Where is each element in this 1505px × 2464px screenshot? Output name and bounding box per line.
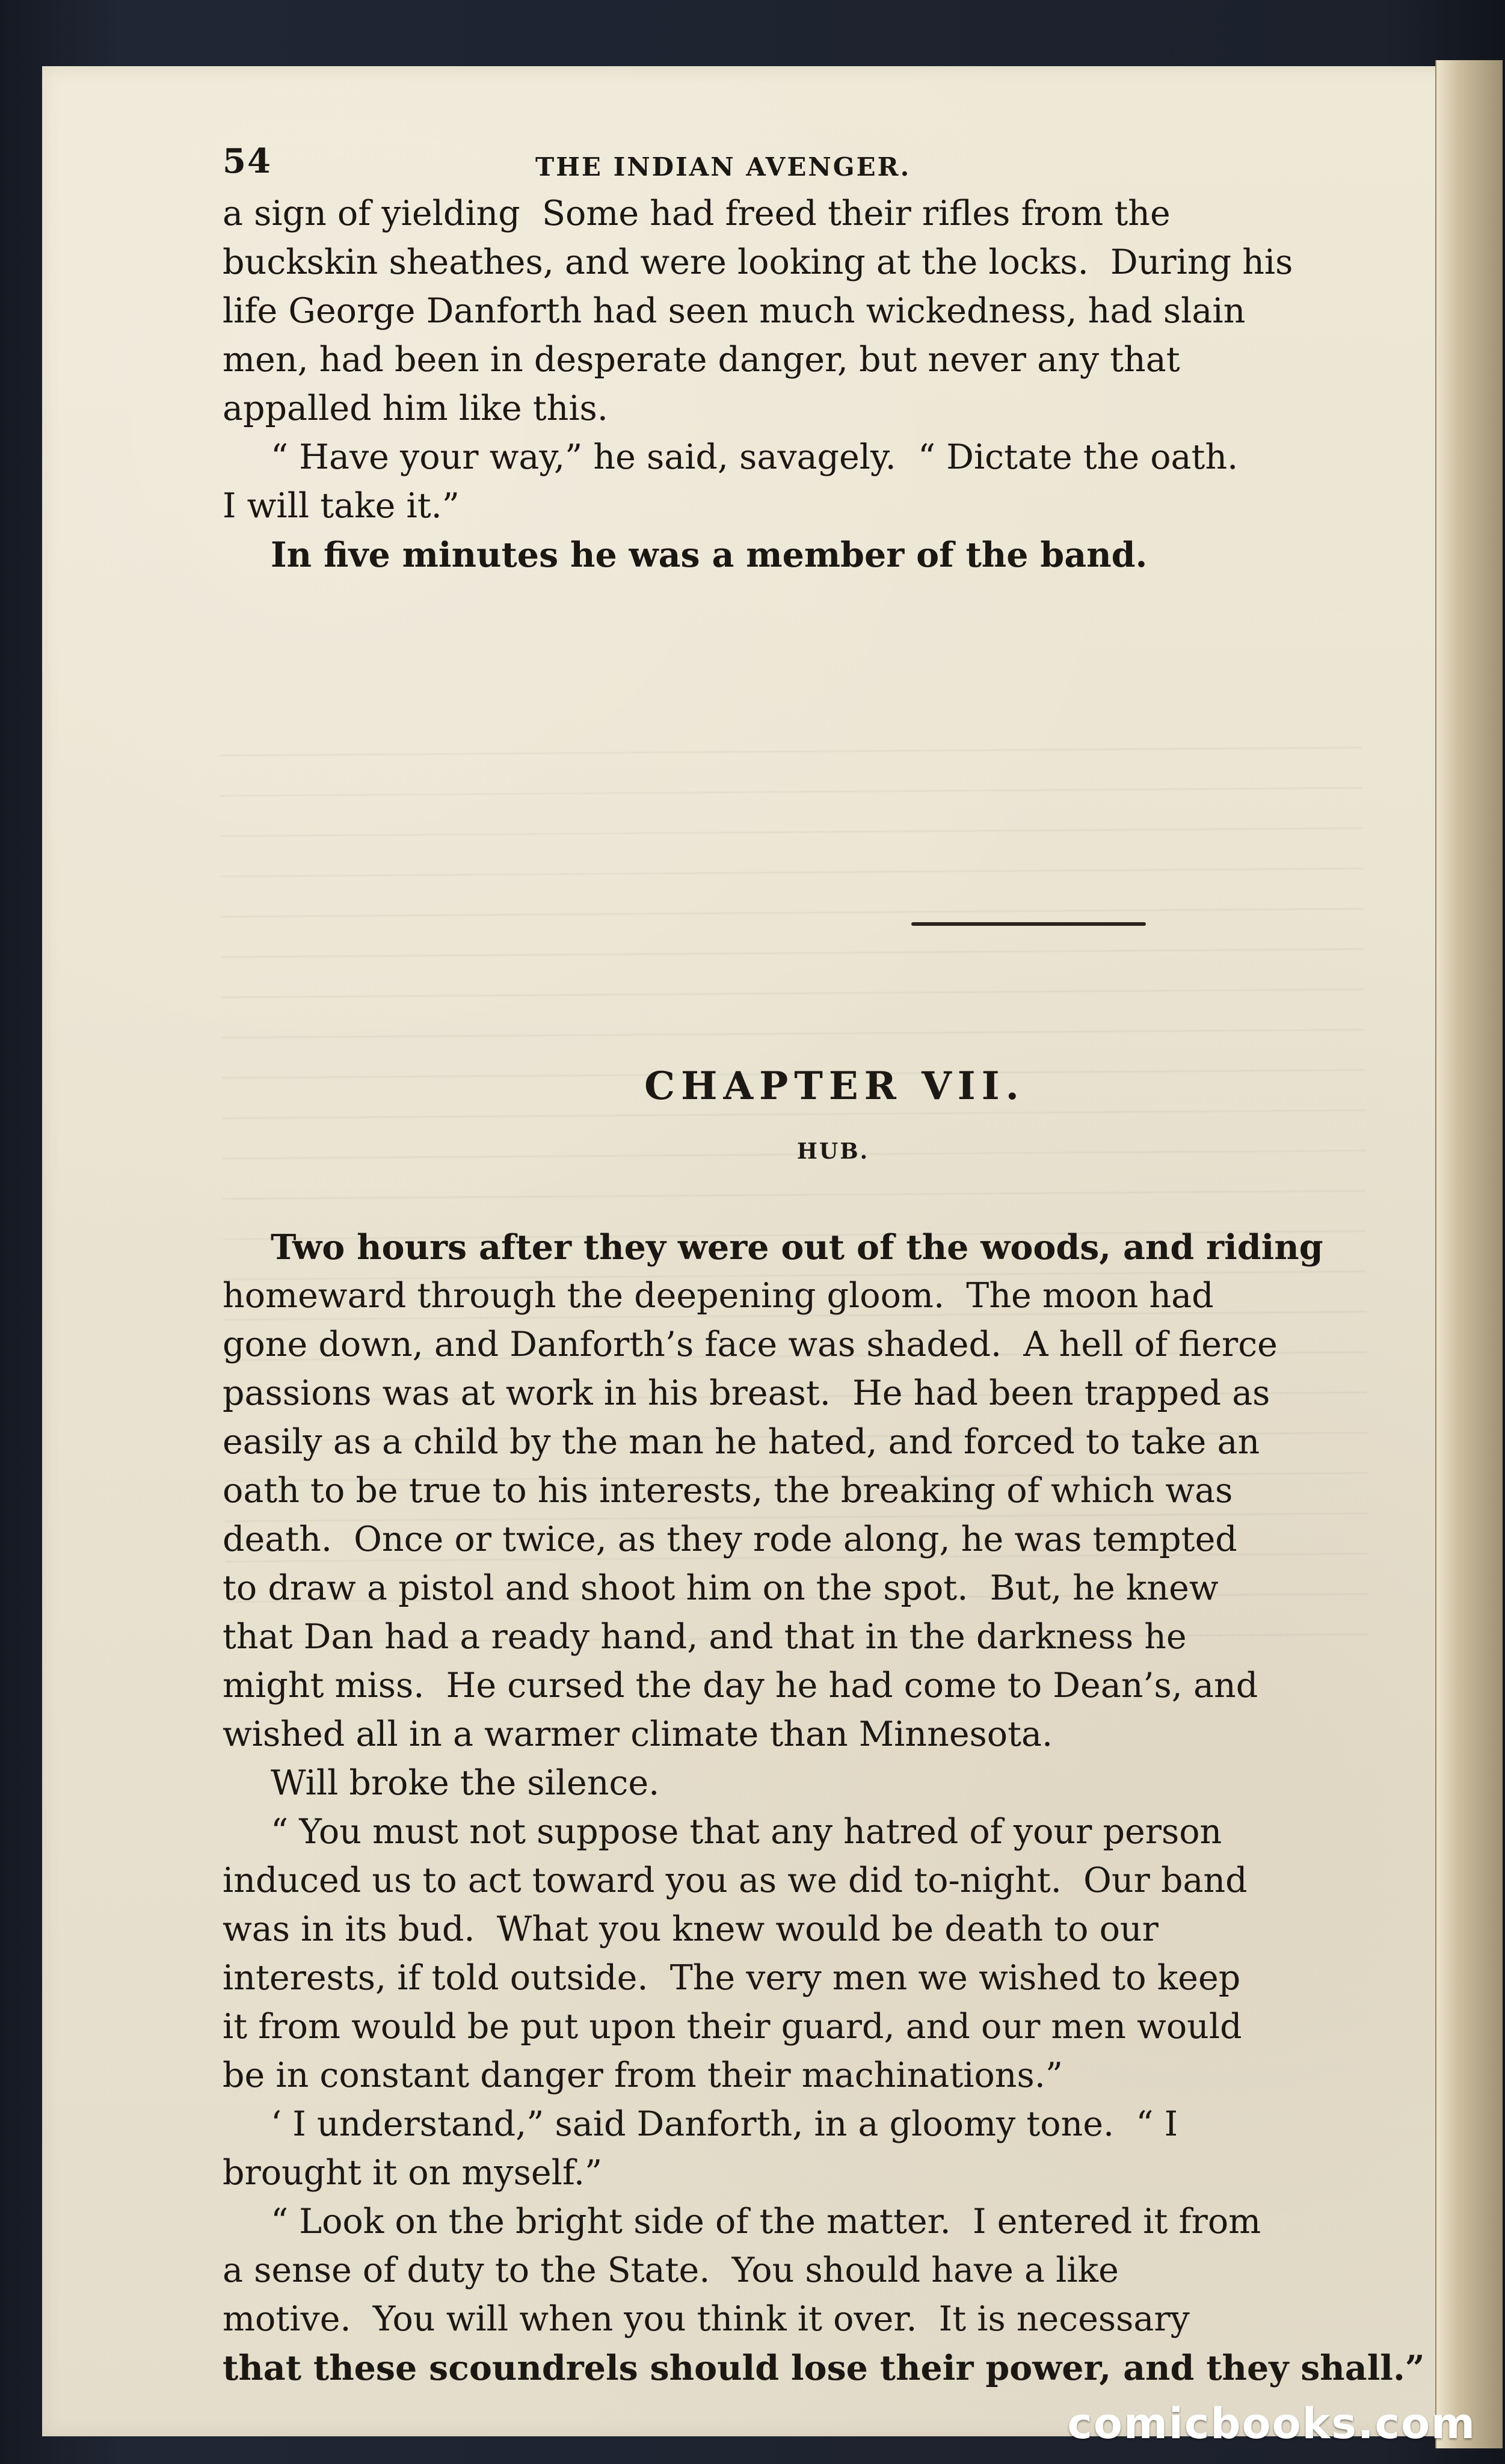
text-line: death. Once or twice, as they rode along, he was tempted xyxy=(223,1520,1237,1559)
text-line: that Dan had a ready hand, and that in the darkness he xyxy=(223,1617,1187,1657)
text-line: gone down, and Danforth’s face was shaded. A hell of fierce xyxy=(223,1325,1278,1364)
text-line: easily as a child by the man he hated, and forced to take an xyxy=(223,1422,1260,1462)
text-line: oath to be true to his interests, the breaking of which was xyxy=(223,1471,1233,1511)
running-head: THE INDIAN AVENGER. xyxy=(535,152,911,182)
text-line: In five minutes he was a member of the band. xyxy=(271,535,1148,575)
page-text xyxy=(223,189,1425,2392)
chapter-subtitle: HUB. xyxy=(796,1139,870,1164)
section-divider xyxy=(911,922,1146,926)
text-line: wished all in a warmer climate than Minnesota. xyxy=(223,1714,1053,1754)
page-header xyxy=(223,141,1125,196)
text-line: “ Have your way,” he said, savagely. “ Dictate the oath. xyxy=(271,437,1239,477)
chapter-heading xyxy=(223,1062,1387,1176)
chapter-title: CHAPTER VII. xyxy=(644,1064,1025,1109)
page-number: 54 xyxy=(223,141,272,181)
text-line: appalled him like this. xyxy=(223,389,608,428)
text-line: buckskin sheathes, and were looking at the locks. During his xyxy=(223,242,1293,282)
text-line: life George Danforth had seen much wickedness, had slain xyxy=(223,291,1246,331)
text-line: might miss. He cursed the day he had come to Dean’s, and xyxy=(223,1666,1258,1705)
page-edge xyxy=(1435,60,1503,2448)
book-page xyxy=(42,66,1468,2436)
text-line: a sign of yielding Some had freed their rifles from the xyxy=(223,194,1171,233)
text-line: to draw a pistol and shoot him on the spot. But, he knew xyxy=(223,1568,1219,1608)
text-line: passions was at work in his breast. He had been trapped as xyxy=(223,1373,1270,1413)
text-line: a sense of duty to the State. You should have a like xyxy=(223,2250,1119,2290)
text-line: homeward through the deepening gloom. The moon had xyxy=(223,1276,1214,1316)
text-line: was in its bud. What you knew would be death to our xyxy=(223,1909,1159,1949)
text-line: brought it on myself.” xyxy=(223,2153,603,2193)
text-line: motive. You will when you think it over. It is necessary xyxy=(223,2299,1190,2339)
text-line: it from would be put upon their guard, and our men would xyxy=(223,2007,1242,2047)
watermark: comicbooks.com xyxy=(1067,2399,1476,2448)
text-line: I will take it.” xyxy=(223,486,460,526)
text-line: “ You must not suppose that any hatred of your person xyxy=(271,1812,1222,1852)
text-line: interests, if told outside. The very men we wished to keep xyxy=(223,1958,1241,1998)
text-line: be in constant danger from their machinations.” xyxy=(223,2056,1063,2095)
text-line: men, had been in desperate danger, but never any that xyxy=(223,340,1180,380)
text-line: induced us to act toward you as we did to-night. Our band xyxy=(223,1861,1248,1900)
text-line: Two hours after they were out of the woods, and riding xyxy=(271,1227,1323,1267)
text-line: “ Look on the bright side of the matter. I entered it from xyxy=(271,2202,1261,2241)
text-line: ‘ I understand,” said Danforth, in a gloomy tone. “ I xyxy=(271,2104,1178,2144)
text-line: Will broke the silence. xyxy=(271,1763,660,1803)
text-line: that these scoundrels should lose their power, and they shall.” xyxy=(223,2348,1425,2388)
